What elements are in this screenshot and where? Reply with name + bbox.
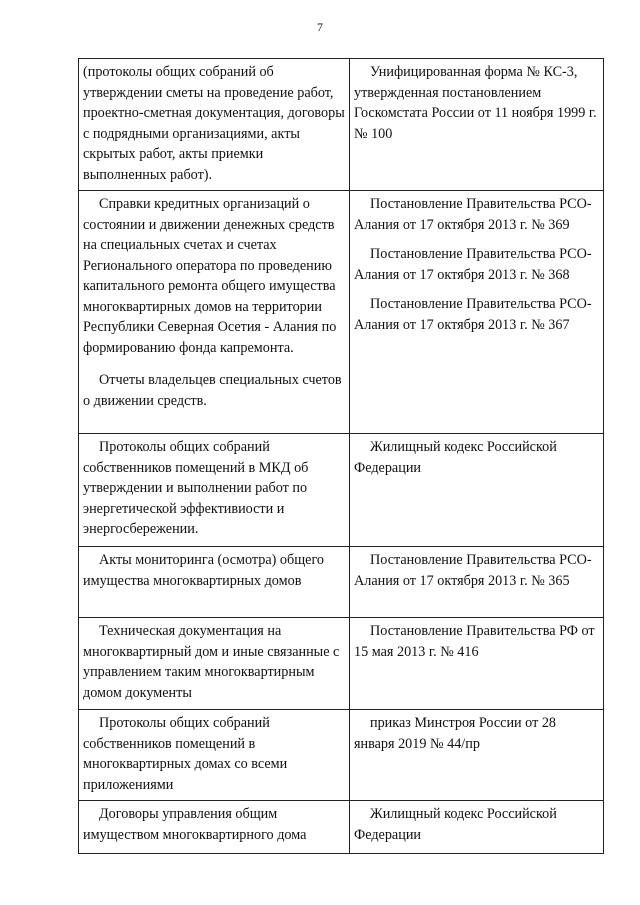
document-type-cell: [79, 59, 350, 191]
legal-basis-text: Жилищный кодекс Российской Федерации: [354, 439, 557, 476]
legal-basis-cell: [350, 710, 604, 801]
document-type-text: Договоры управления общим имуществом многоквартирного дома: [83, 806, 307, 843]
document-type-text: Справки кредитных организаций о состоянии и движении денежных средств на специальных счетах и счетах Регионального оператора по проведению капитального ремонта общего имущества многоквартирных домов на территории Республики Северная Осетия - Алания по формированию фонда капремонта.: [83, 196, 337, 356]
legal-basis-cell: [350, 618, 604, 710]
legal-basis-text: Постановление Правительства РФ от 15 мая 2013 г. № 416: [354, 623, 595, 660]
legal-basis-cell: [350, 547, 604, 618]
document-type-cell: [79, 434, 350, 547]
document-table: [78, 58, 604, 854]
legal-basis-cell: [350, 191, 604, 434]
table-row: [79, 59, 604, 191]
document-type-text: Техническая документация на многоквартирный дом и иные связанные с управлением таким многоквартирным домом документы: [83, 623, 340, 701]
legal-basis-text: Постановление Правительства РСО-Алания от 17 октября 2013 г. № 367: [354, 296, 592, 333]
legal-basis-text: Постановление Правительства РСО-Алания от 17 октября 2013 г. № 365: [354, 552, 592, 589]
document-type-cell: [79, 618, 350, 710]
table-row: [79, 191, 604, 434]
legal-basis-cell: [350, 59, 604, 191]
legal-basis-cell: [350, 434, 604, 547]
table-row: [79, 434, 604, 547]
table-row: [79, 618, 604, 710]
table-row: [79, 710, 604, 801]
document-type-text: Отчеты владельцев специальных счетов о движении средств.: [83, 372, 342, 409]
legal-basis-text: приказ Минстроя России от 28 января 2019 № 44/пр: [354, 715, 557, 752]
legal-basis-text: Постановление Правительства РСО-Алания от 17 октября 2013 г. № 368: [354, 246, 592, 283]
legal-basis-text: Постановление Правительства РСО-Алания от 17 октября 2013 г. № 369: [354, 196, 592, 233]
document-type-text: Протоколы общих собраний собственников помещений в МКД об утверждении и выполнении работ по энергетической эффективиости и энергосбережении.: [83, 439, 309, 537]
document-type-cell: [79, 191, 350, 434]
document-type-text: Акты мониторинга (осмотра) общего имущества многоквартирных домов: [83, 552, 325, 589]
table-row: [79, 801, 604, 854]
table-row: [79, 547, 604, 618]
document-type-cell: [79, 710, 350, 801]
legal-basis-cell: [350, 801, 604, 854]
document-type-cell: [79, 801, 350, 854]
document-type-text: (протоколы общих собраний об утверждении сметы на проведение работ, проектно-сметная документация, договоры с подрядными организациями, акты скрытых работ, акты приемки выполненных работ).: [83, 64, 345, 183]
page-number: 7: [317, 20, 323, 34]
legal-basis-text: Унифицированная форма № КС-3, утвержденная постановлением Госкомстата России от 11 ноября 1999 г. № 100: [354, 64, 597, 142]
document-type-text: Протоколы общих собраний собственников помещений в многоквартирных домах со всеми приложениями: [83, 715, 288, 793]
legal-basis-text: Жилищный кодекс Российской Федерации: [354, 806, 557, 843]
document-type-cell: [79, 547, 350, 618]
